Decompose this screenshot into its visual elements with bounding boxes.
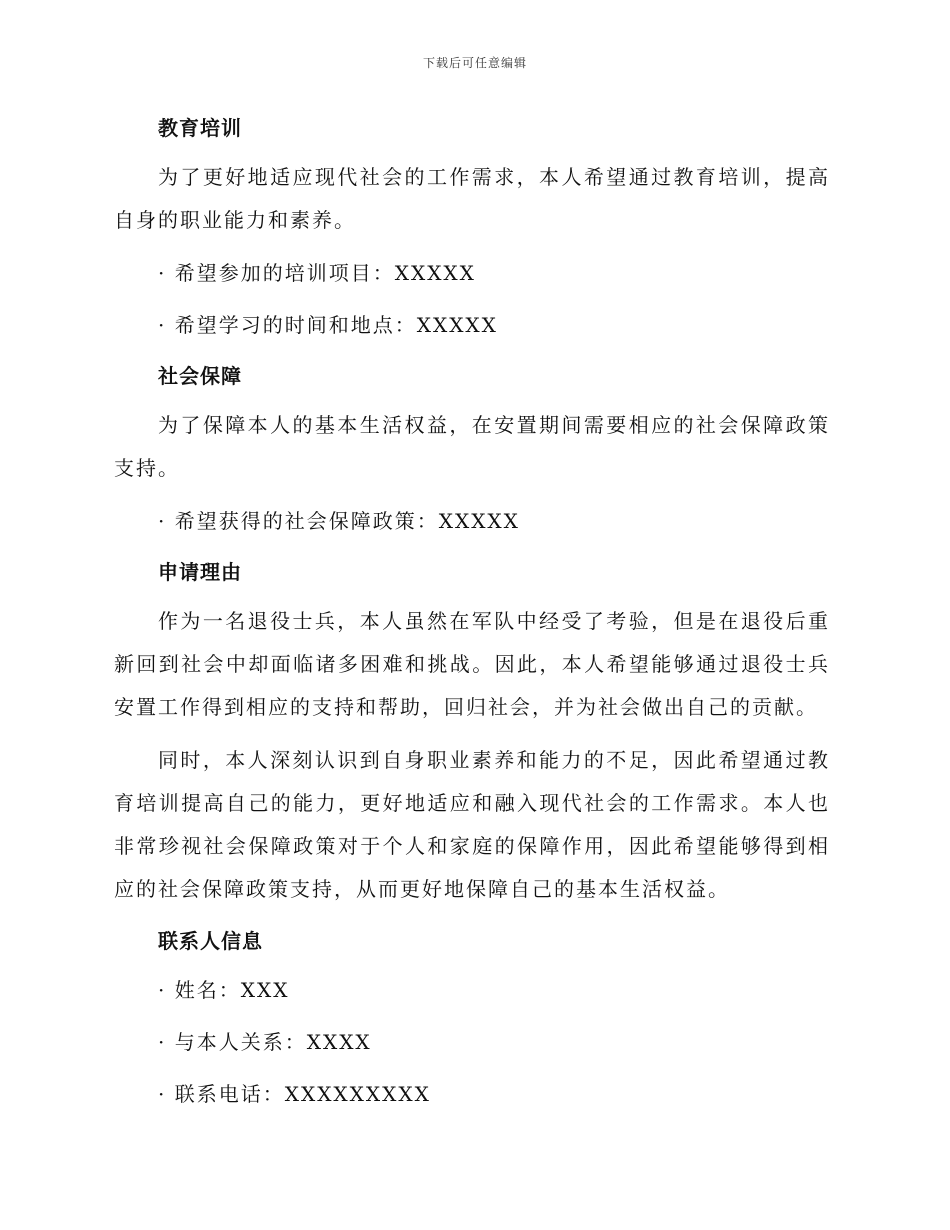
social-security-paragraph: 为了保障本人的基本生活权益，在安置期间需要相应的社会保障政策支持。 — [114, 413, 830, 480]
reason-paragraph-1: 作为一名退役士兵，本人虽然在军队中经受了考验，但是在退役后重新回到社会中却面临诸多困难和挑战。因此，本人希望能够通过退役士兵安置工作得到相应的支持和帮助，回归社会，并为社会做出自己的贡献。 — [114, 609, 830, 719]
list-item: · 希望参加的培训项目：XXXXX — [158, 261, 476, 285]
list-item: · 与本人关系：XXXX — [158, 1030, 372, 1054]
document-body — [114, 108, 830, 1125]
list-item: · 联系电话：XXXXXXXXX — [158, 1082, 431, 1106]
education-paragraph: 为了更好地适应现代社会的工作需求，本人希望通过教育培训，提高自身的职业能力和素养。 — [114, 165, 830, 232]
section-heading-reason: 申请理由 — [158, 560, 242, 584]
list-item: · 希望学习的时间和地点：XXXXX — [158, 313, 498, 337]
reason-paragraph-2: 同时，本人深刻认识到自身职业素养和能力的不足，因此希望通过教育培训提高自己的能力，更好地适应和融入现代社会的工作需求。本人也非常珍视社会保障政策对于个人和家庭的保障作用，因此希望能够得到相应的社会保障政策支持，从而更好地保障自己的基本生活权益。 — [114, 748, 830, 901]
list-item: · 姓名：XXX — [158, 978, 290, 1002]
list-item: · 希望获得的社会保障政策：XXXXX — [158, 509, 520, 533]
header-note: 下载后可任意编辑 — [422, 56, 527, 70]
section-heading-education: 教育培训 — [158, 116, 242, 140]
section-heading-contact: 联系人信息 — [158, 929, 263, 953]
section-heading-social-security: 社会保障 — [158, 364, 242, 388]
